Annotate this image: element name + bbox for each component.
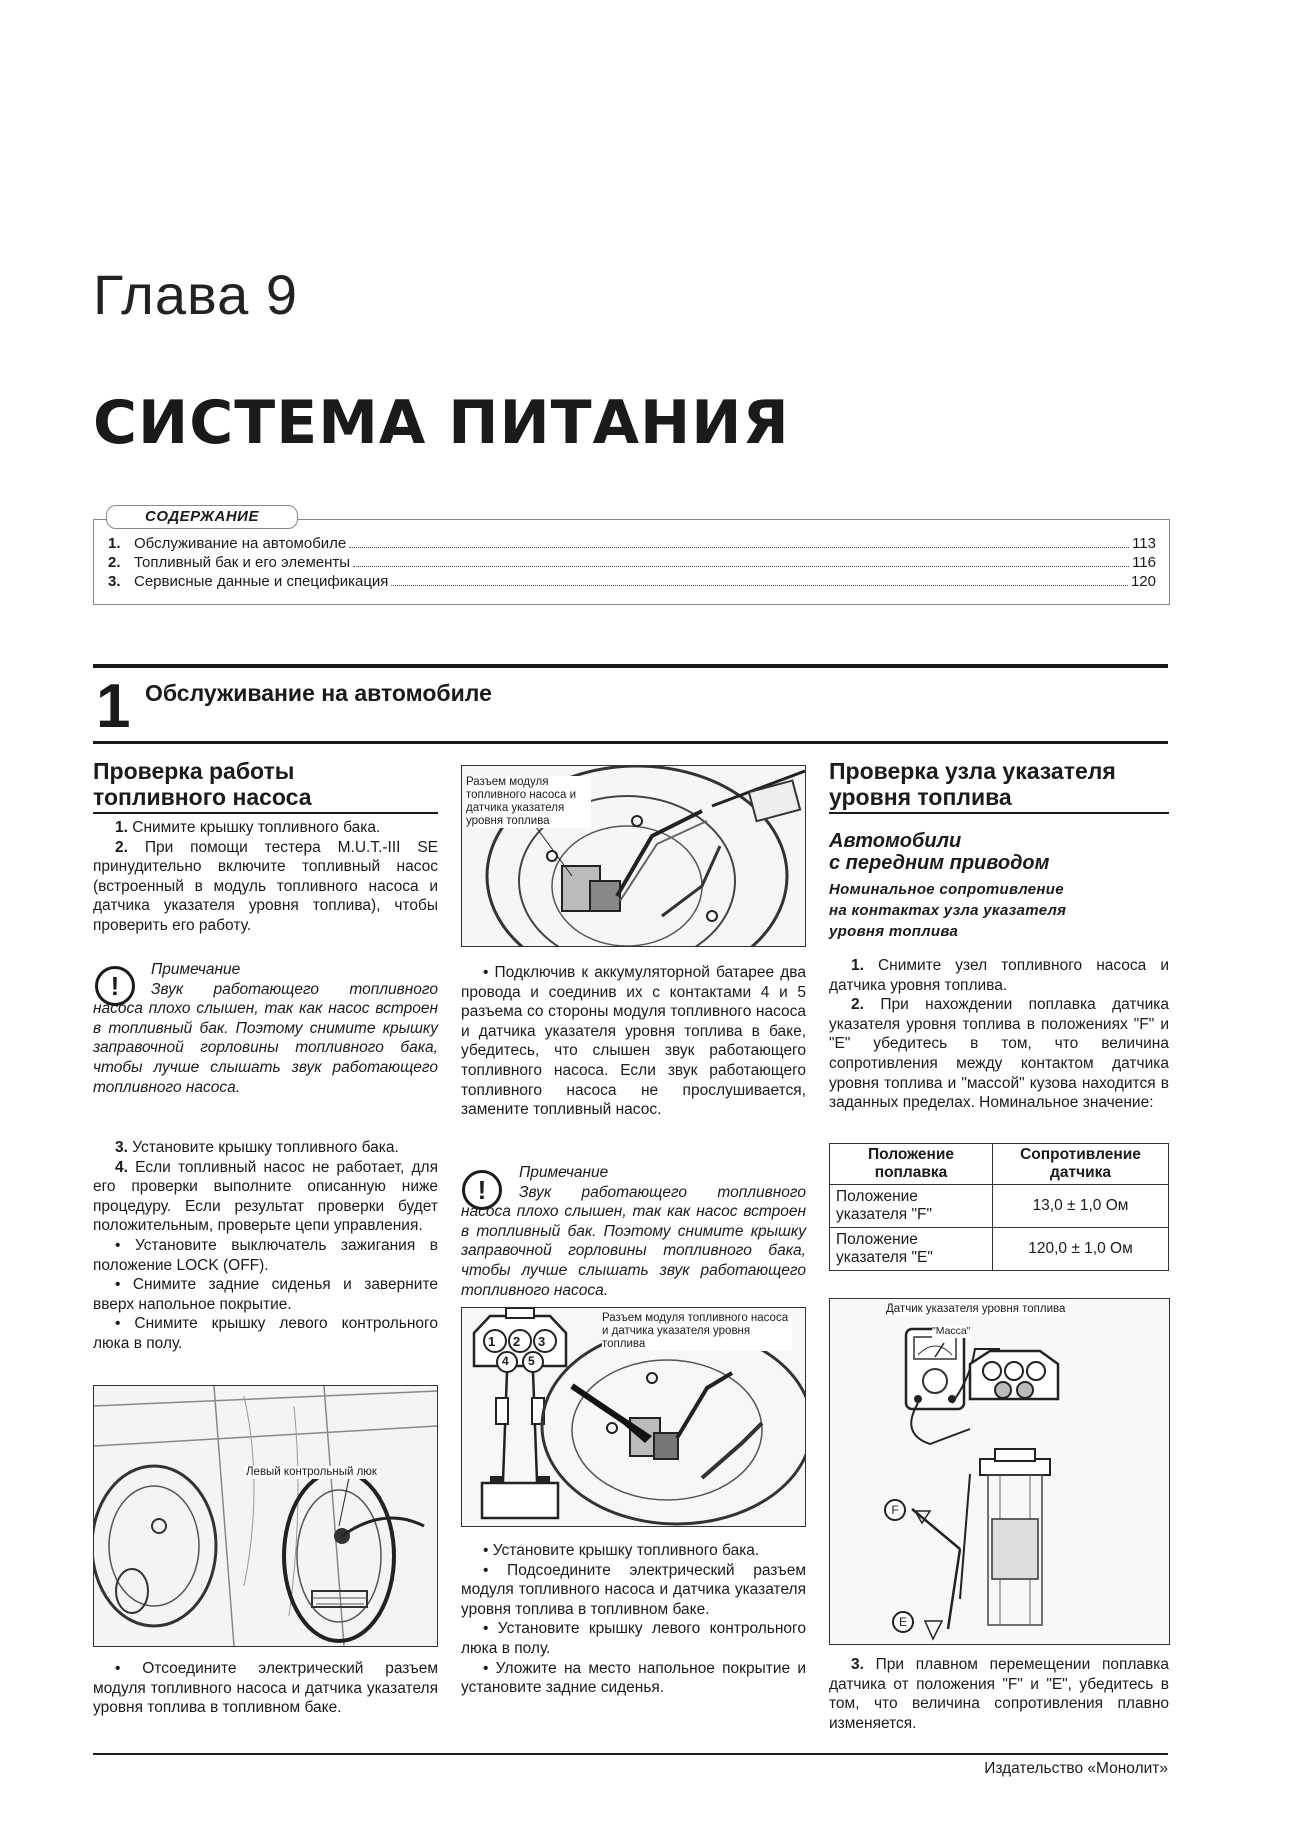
table-cell-position: Положение указателя "F" [830,1185,993,1228]
step-text: При помощи тестера M.U.T.-III SE принудительно включите топливный насос (встроенный в модуль топливного насоса и датчика указателя уровня топлива), чтобы проверить его работу. [93,838,438,934]
col3-steps-1-2 [829,956,1169,1113]
toc-item-num: 2. [108,554,121,571]
toc-item[interactable] [108,573,1156,591]
col1-heading-line1: Проверка работы [93,758,295,784]
toc-item-page: 120 [1130,573,1156,590]
warning-exclamation-icon: ! [462,1170,502,1210]
pin-label-3: 3 [538,1334,546,1349]
table-cell-value: 13,0 ± 1,0 Ом [993,1185,1169,1228]
step-text: Установите крышку топливного бака. [132,1139,399,1156]
toc-item-num: 1. [108,535,121,552]
step-text: При нахождении поплавка датчика указателя уровня топлива в положениях "F" и "E" убедитесь в том, что величина сопротивления между контактом датчика уровня топлива и "массой" кузова находится в заданных пределах. Номинальное значение: [829,996,1169,1112]
bullet-text: • Отсоедините электрический разъем модуля топливного насоса и датчика указателя уровня топлива в топливном баке. [93,1660,438,1717]
footer-rule [93,1753,1168,1755]
col3-heading-line1: Проверка узла указателя [829,758,1116,784]
toc-dots [349,547,1129,548]
spec-heading-line2: на контактах узла указателя [829,902,1067,919]
col3-step3 [829,1655,1169,1733]
fig-level-sensor-drawing [830,1299,1169,1644]
toc-item-title: Обслуживание на автомобиле [134,535,347,552]
chapter-title: СИСТЕМА ПИТАНИЯ [93,388,790,458]
col2-note [461,1163,806,1300]
note-text: Звук работающего топливного насоса плохо слышен, так как насос встроен в топливный бак. Поэтому снимите крышку заправочной горловины топливного бака, чтобы лучше слышать звук работающего топливного насоса. [461,1183,806,1299]
footer-publisher: Издательство «Монолит» [984,1760,1168,1777]
fig-level-sensor-caption: Датчик указателя уровня топлива [886,1303,1066,1315]
bullet-text: • Подсоедините электрический разъем модуля топливного насоса и датчика указателя уровня топлива в топливном баке. [461,1561,806,1618]
bullet-text: • Установите крышку левого контрольного люка в полу. [461,1620,806,1657]
note-text: Звук работающего топливного насоса плохо слышен, так как насос встроен в топливный бак. Поэтому снимите крышку заправочной горловины топливного бака, чтобы лучше слышать звук работающего топливного насоса. [93,980,438,1096]
fig-pump-connector-caption: Разъем модуля топливного насоса и датчика указателя уровня топлива [466,776,591,828]
col1-steps-1-2 [93,818,438,936]
step-text: Если топливный насос не работает, для его проверки выполните описанную ниже процедуру. Если результат проверки будет положительным, проверьте цепи управления. [93,1158,438,1235]
step-num: 1. [115,819,128,836]
step-num: 4. [115,1158,128,1176]
toc-item-title: Сервисные данные и спецификация [134,573,389,590]
toc-dots [353,566,1129,567]
step-num: 1. [851,957,864,974]
col1-note [93,960,438,1097]
col1-heading [93,758,438,810]
toc-heading: СОДЕРЖАНИЕ [106,505,298,529]
table-row [830,1185,1169,1228]
fig-pump-wiring-caption: Разъем модуля топливного насоса и датчика указателя уровня топлива [602,1312,792,1351]
fig-pump-wiring [461,1307,806,1527]
step-text: Снимите крышку топливного бака. [132,819,381,836]
fig-pump-connector [461,765,806,947]
col3-subheading [829,830,1169,874]
note-label: Примечание [151,961,241,978]
col3-heading-rule [829,812,1169,814]
fig-floor-hatch-drawing [94,1386,437,1646]
step-text: Снимите узел топливного насоса и датчика уровня топлива. [829,957,1169,994]
toc-dots [391,585,1128,586]
spec-heading-line1: Номинальное сопротивление [829,881,1064,898]
fig-level-sensor [829,1298,1170,1645]
toc-item[interactable] [108,535,1156,553]
spec-heading-line3: уровня топлива [829,923,959,940]
table-header-row [830,1144,1169,1185]
float-position-f-label: F [884,1499,906,1521]
toc-item-num: 3. [108,573,121,590]
fig-floor-hatch-caption: Левый контрольный люк [246,1466,377,1478]
step-num: 2. [115,838,128,856]
col3-heading-line2: уровня топлива [829,784,1012,810]
step-num: 3. [115,1139,128,1156]
col2-bullets [461,1541,806,1698]
section-number: 1 [96,672,131,741]
bullet-text: • Снимите задние сиденья и заверните вверх напольное покрытие. [93,1276,438,1313]
bullet-text: • Снимите крышку левого контрольного люка в полу. [93,1315,438,1352]
toc-item-page: 113 [1132,535,1156,552]
section-title: Обслуживание на автомобиле [145,680,492,706]
subheading-line1: Автомобили [829,830,962,852]
step-num: 3. [851,1656,864,1673]
fig-floor-hatch [93,1385,438,1647]
table-header: Сопротивление датчика [993,1144,1169,1185]
section-rule-top [93,664,1168,668]
step-num: 2. [851,996,864,1014]
bullet-text: • Установите выключатель зажигания в положение LOCK (OFF). [93,1236,438,1274]
chapter-label: Глава 9 [93,263,298,326]
col1-bullet4 [93,1659,438,1718]
float-position-e-label: E [892,1611,914,1633]
col3-spec-heading [829,879,1169,942]
table-row [830,1228,1169,1271]
col1-heading-line2: топливного насоса [93,784,312,810]
bullet-text: • Подключив к аккумуляторной батарее два провода и соединив их с контактами 4 и 5 разъема со стороны модуля топливного насоса и датчика указателя уровня топлива в баке, убедитесь, что слышен звук работающего топливного насоса. Если звук работающего топливного насоса не прослушивается, замените топливный насос. [461,964,806,1119]
table-cell-value: 120,0 ± 1,0 Ом [993,1228,1169,1271]
table-cell-position: Положение указателя "E" [830,1228,993,1271]
pin-label-5: 5 [528,1354,535,1368]
pin-label-2: 2 [513,1334,521,1349]
toc-item[interactable] [108,554,1156,572]
pin-label-1: 1 [488,1334,496,1349]
col1-heading-rule [93,812,438,814]
col1-steps-3-4 [93,1138,438,1354]
section-rule-bottom [93,741,1168,744]
col2-para1 [461,963,806,1120]
subheading-line2: с передним приводом [829,852,1050,874]
resistance-table [829,1143,1169,1271]
toc-item-page: 116 [1132,554,1156,571]
table-header: Положение поплавка [830,1144,993,1185]
pin-label-4: 4 [502,1354,509,1368]
toc-item-title: Топливный бак и его элементы [134,554,351,571]
ground-label: "Масса" [932,1325,971,1337]
col3-heading [829,758,1169,810]
bullet-text: • Уложите на место напольное покрытие и установите задние сиденья. [461,1659,806,1697]
warning-exclamation-icon: ! [95,966,135,1006]
step-text: При плавном перемещении поплавка датчика от положения "F" и "E", убедитесь в том, что величина сопротивления плавно изменяется. [829,1656,1169,1732]
note-label: Примечание [519,1164,609,1181]
bullet-text: • Установите крышку топливного бака. [483,1542,760,1559]
